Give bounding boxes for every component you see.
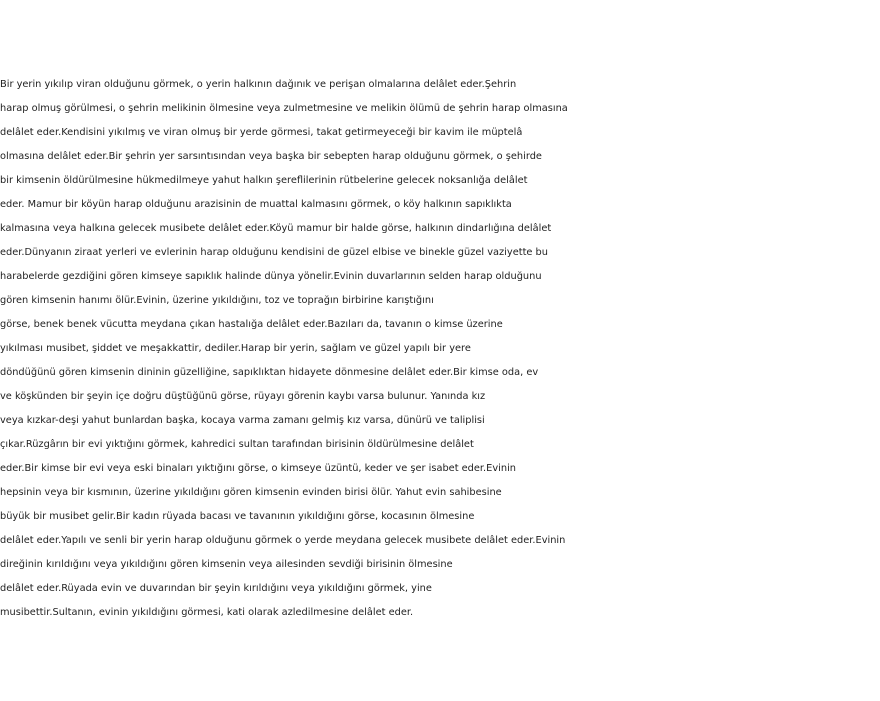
text-line: eder.Dünyanın ziraat yerleri ve evlerinin harap olduğunu kendisini de güzel elbise ve binekle güzel vaziyette bu	[0, 247, 548, 258]
text-line: kalmasına veya halkına gelecek musibete delâlet eder.Köyü mamur bir halde görse, halkının dindarlığına delâlet	[0, 223, 552, 234]
text-line: görse, benek benek vücutta meydana çıkan hastalığa delâlet eder.Bazıları da, tavanın o kimse üzerine	[0, 319, 503, 330]
text-line: olmasına delâlet eder.Bir şehrin yer sarsıntısından veya başka bir sebepten harap olduğunu görmek, o şehirde	[0, 151, 542, 162]
text-line: Bir yerin yıkılıp viran olduğunu görmek, o yerin halkının dağınık ve perişan olmalarına delâlet eder.Şehrin	[0, 79, 517, 90]
text-line: eder.Bir kimse bir evi veya eski binaları yıktığını görse, o kimseye üzüntü, keder ve şer isabet eder.Evinin	[0, 463, 517, 474]
text-line: delâlet eder.Yapılı ve senli bir yerin harap olduğunu görmek o yerde meydana gelecek musibete delâlet eder.Evinin	[0, 535, 566, 546]
text-line: harabelerde gezdiğini gören kimseye sapıklık halinde dünya yönelir.Evinin duvarlarının selden harap olduğunu	[0, 271, 542, 282]
text-line: direğinin kırıldığını veya yıkıldığını gören kimsenin veya ailesinden sevdiği birisinin ölmesine	[0, 559, 453, 570]
text-line: veya kızkar-deşi yahut bunlardan başka, kocaya varma zamanı gelmiş kız varsa, dünürü ve taliplisi	[0, 415, 485, 426]
article-body	[0, 73, 880, 625]
text-line: çıkar.Rüzgârın bir evi yıktığını görmek, kahredici sultan tarafından birisinin öldürülmesine delâlet	[0, 439, 474, 450]
text-line: yıkılması musibet, şiddet ve meşakkattir, dediler.Harap bir yerin, sağlam ve güzel yapılı bir yere	[0, 343, 471, 354]
text-line: eder. Mamur bir köyün harap olduğunu arazisinin de muattal kalmasını görmek, o köy halkının sapıklıkta	[0, 199, 512, 210]
text-line: musibettir.Sultanın, evinin yıkıldığını görmesi, kati olarak azledilmesine delâlet eder.	[0, 607, 414, 618]
text-line: delâlet eder.Kendisini yıkılmış ve viran olmuş bir yerde görmesi, takat getirmeyeceği bir kavim ile müptelâ	[0, 127, 523, 138]
text-line: hepsinin veya bir kısmının, üzerine yıkıldığını gören kimsenin evinden birisi ölür. Yahut evin sahibesine	[0, 487, 502, 498]
text-line: gören kimsenin hanımı ölür.Evinin, üzerine yıkıldığını, toz ve toprağın birbirine karıştığını	[0, 295, 434, 306]
text-line: delâlet eder.Rüyada evin ve duvarından bir şeyin kırıldığını veya yıkıldığını görmek, yine	[0, 583, 432, 594]
text-line: ve köşkünden bir şeyin içe doğru düştüğünü görse, rüyayı görenin kaybı varsa bulunur. Yanında kız	[0, 391, 486, 402]
text-line: büyük bir musibet gelir.Bir kadın rüyada bacası ve tavanının yıkıldığını görse, kocasının ölmesine	[0, 511, 475, 522]
text-line: harap olmuş görülmesi, o şehrin melikinin ölmesine veya zulmetmesine ve melikin ölümü de şehrin harap olmasına	[0, 103, 568, 114]
text-line: bir kimsenin öldürülmesine hükmedilmeye yahut halkın şereflilerinin rütbelerine gelecek noksanlığa delâlet	[0, 175, 528, 186]
text-line: döndüğünü gören kimsenin dininin güzelliğine, sapıklıktan hidayete dönmesine delâlet eder.Bir kimse oda, ev	[0, 367, 539, 378]
